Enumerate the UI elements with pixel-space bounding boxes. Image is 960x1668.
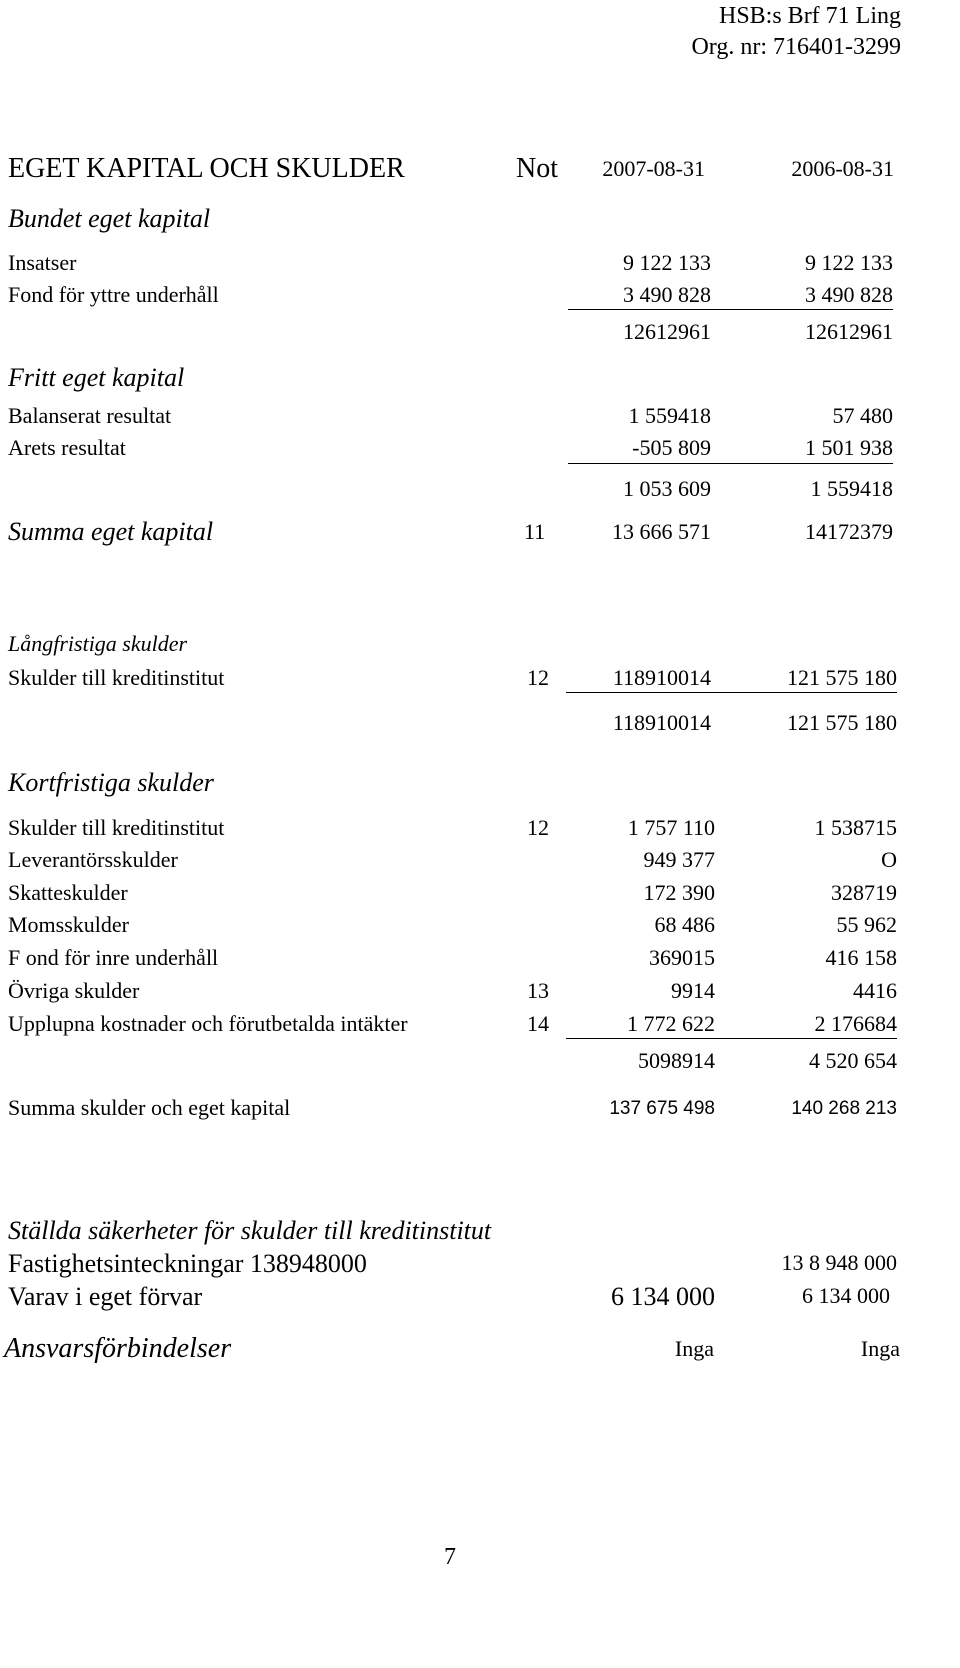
row-value-2006: 55 962	[836, 912, 897, 937]
sum-rule	[568, 309, 893, 310]
row-value-2006: 121 575 180	[787, 665, 897, 690]
heading-langfristiga-skulder: Långfristiga skulder	[8, 631, 188, 656]
ansvarsforbindelser-2007: Inga	[674, 1336, 714, 1361]
subtotal-2007: 12612961	[623, 319, 711, 344]
column-header-2006: 2006-08-31	[791, 156, 894, 181]
note-number: 11	[524, 519, 546, 544]
row-value-2007: 949 377	[643, 847, 715, 872]
note-number: 12	[527, 665, 549, 690]
row-value-2006: 4416	[853, 978, 897, 1003]
row-value-2006: 416 158	[825, 945, 897, 970]
row-value-2007: 172 390	[643, 880, 715, 905]
grand-total-2007: 137 675 498	[609, 1098, 715, 1119]
row-value-2007: 1 559418	[628, 403, 711, 428]
note-number: 13	[527, 978, 549, 1003]
subtotal-2006: 4 520 654	[809, 1048, 897, 1073]
label-summa-eget-kapital: Summa eget kapital	[8, 517, 214, 546]
subtotal-2006: 12612961	[805, 319, 893, 344]
row-value-2007: -505 809	[632, 435, 711, 460]
label-varav-i-eget-forvar: Varav i eget förvar	[8, 1282, 203, 1311]
total-value-2006: 14172379	[805, 519, 893, 544]
column-header-2007: 2007-08-31	[602, 156, 705, 181]
section-title: EGET KAPITAL OCH SKULDER	[8, 153, 405, 184]
org-number: Org. nr: 716401-3299	[691, 34, 901, 60]
row-label-skulder-kreditinstitut: Skulder till kreditinstitut	[8, 665, 225, 690]
org-name: HSB:s Brf 71 Ling	[718, 3, 901, 29]
row-value-2006: 57 480	[832, 403, 893, 428]
row-label-skulder-kreditinstitut: Skulder till kreditinstitut	[8, 815, 225, 840]
sum-rule	[566, 1038, 897, 1039]
heading-kortfristiga-skulder: Kortfristiga skulder	[8, 768, 214, 797]
label-fastighetsinteckningar: Fastighetsinteckningar 138948000	[8, 1249, 367, 1278]
grand-total-2006: 140 268 213	[791, 1098, 897, 1119]
heading-stallda-sakerheter: Ställda säkerheter för skulder till kreditinstitut	[8, 1216, 492, 1245]
row-value-2007: 9914	[671, 978, 715, 1003]
row-label-arets-resultat: Arets resultat	[8, 435, 126, 460]
subtotal-2007: 118910014	[612, 710, 711, 735]
row-value-2007: 1 757 110	[627, 815, 715, 840]
varav-i-eget-forvar-2006: 6 134 000	[802, 1283, 890, 1308]
row-value-2006: 328719	[831, 880, 897, 905]
row-value-2006: 3 490 828	[805, 282, 893, 307]
heading-fritt-eget-kapital: Fritt eget kapital	[8, 363, 185, 392]
fastighetsinteckningar-2006: 13 8 948 000	[781, 1250, 897, 1275]
heading-bundet-eget-kapital: Bundet eget kapital	[8, 204, 211, 233]
row-label-momsskulder: Momsskulder	[8, 912, 129, 937]
sum-rule	[568, 463, 893, 464]
subtotal-2006: 1 559418	[810, 476, 893, 501]
row-label-skatteskulder: Skatteskulder	[8, 880, 128, 905]
row-value-2007: 3 490 828	[623, 282, 711, 307]
sum-rule	[566, 692, 897, 693]
row-label-ovriga-skulder: Övriga skulder	[8, 978, 140, 1003]
row-value-2006: 1 538715	[814, 815, 897, 840]
row-label-insatser: Insatser	[8, 250, 77, 275]
row-value-2007: 1 772 622	[627, 1011, 715, 1036]
row-value-2006: 1 501 938	[805, 435, 893, 460]
row-value-2006: 2 176684	[814, 1011, 897, 1036]
row-value-2006: O	[881, 847, 897, 872]
row-value-2007: 9 122 133	[623, 250, 711, 275]
row-value-2007: 118910014	[612, 665, 711, 690]
ansvarsforbindelser-2006: Inga	[860, 1336, 900, 1361]
row-value-2006: 9 122 133	[805, 250, 893, 275]
row-label-fond-inre-underhall: F ond för inre underhåll	[8, 945, 219, 970]
total-value-2007: 13 666 571	[612, 519, 711, 544]
label-summa-skulder-och-eget-kapital: Summa skulder och eget kapital	[8, 1095, 291, 1120]
note-number: 14	[527, 1011, 549, 1036]
subtotal-2007: 1 053 609	[623, 476, 711, 501]
row-label-leverantorsskulder: Leverantörsskulder	[8, 847, 178, 872]
row-label-fond-yttre-underhall: Fond för yttre underhåll	[8, 282, 219, 307]
row-label-balanserat-resultat: Balanserat resultat	[8, 403, 172, 428]
note-column-header: Not	[516, 153, 558, 184]
label-ansvarsforbindelser: Ansvarsförbindelser	[4, 1333, 232, 1364]
row-label-upplupna-kostnader: Upplupna kostnader och förutbetalda intäkter	[8, 1011, 408, 1036]
subtotal-2006: 121 575 180	[787, 710, 897, 735]
subtotal-2007: 5098914	[638, 1048, 715, 1073]
row-value-2007: 369015	[649, 945, 715, 970]
note-number: 12	[527, 815, 549, 840]
varav-i-eget-forvar-2007: 6 134 000	[611, 1282, 715, 1311]
page-number: 7	[444, 1544, 456, 1570]
row-value-2007: 68 486	[654, 912, 715, 937]
